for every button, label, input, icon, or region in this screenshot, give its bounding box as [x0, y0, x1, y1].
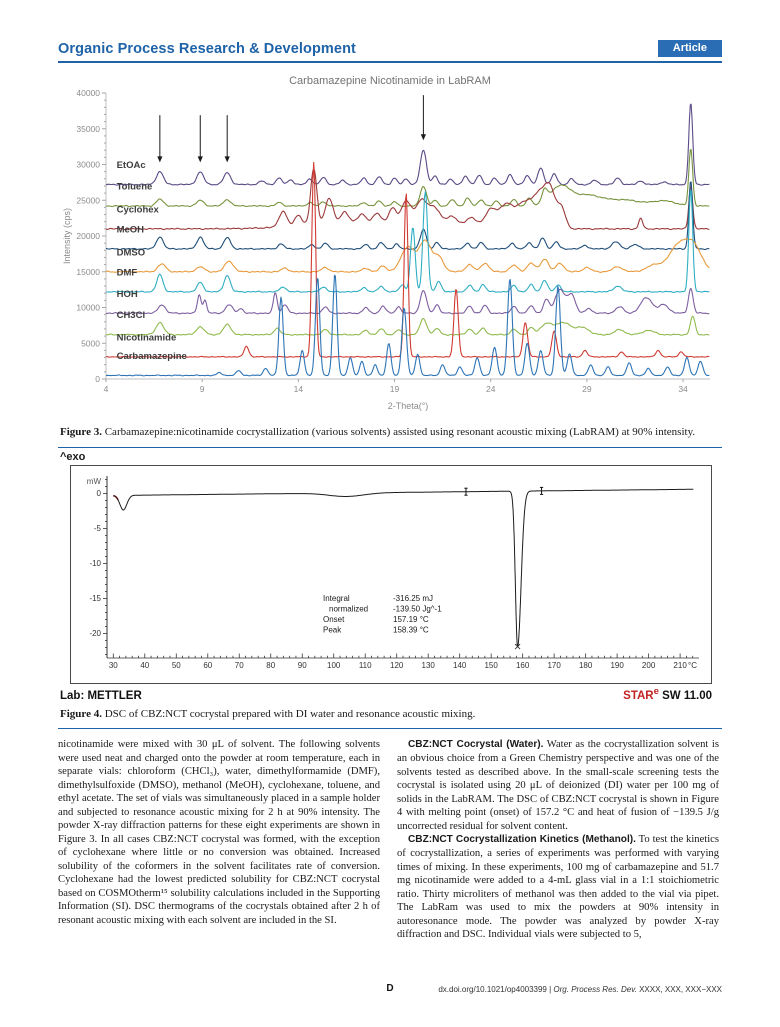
- figure3-caption-label: Figure 3.: [60, 426, 102, 438]
- svg-text:-10: -10: [89, 558, 101, 568]
- dsc-plot: [71, 466, 709, 678]
- svg-text:10000: 10000: [76, 302, 100, 313]
- star-brand: STAR: [623, 689, 654, 702]
- svg-text:Carbamazepine: Carbamazepine: [116, 350, 187, 362]
- left-column: [58, 738, 380, 941]
- svg-text:0: 0: [96, 488, 101, 498]
- svg-text:150: 150: [484, 660, 498, 670]
- svg-text:110: 110: [358, 660, 372, 670]
- svg-text:200: 200: [641, 660, 656, 670]
- svg-text:2-Theta(°): 2-Theta(°): [387, 401, 429, 411]
- svg-text:-5: -5: [93, 523, 101, 533]
- svg-text:40000: 40000: [76, 88, 100, 98]
- page-header: [58, 40, 722, 63]
- figure4-caption: [60, 708, 720, 722]
- svg-text:20000: 20000: [76, 231, 100, 241]
- svg-text:Toluene: Toluene: [116, 181, 153, 193]
- page-letter: D: [386, 983, 394, 994]
- figure3-caption: [60, 426, 720, 440]
- svg-text:180: 180: [578, 660, 593, 670]
- svg-text:-139.50 Jg^-1: -139.50 Jg^-1: [393, 604, 442, 614]
- svg-text:120: 120: [390, 660, 404, 670]
- svg-text:°C: °C: [688, 660, 697, 670]
- figure4-caption-text: DSC of CBZ:NCT cocrystal prepared with DI water and resonance acoustic mixing.: [101, 707, 476, 720]
- svg-text:DMSO: DMSO: [116, 247, 146, 259]
- body-section: [397, 738, 719, 833]
- svg-text:70: 70: [234, 660, 244, 670]
- svg-text:normalized: normalized: [329, 604, 369, 614]
- svg-text:160: 160: [515, 660, 530, 670]
- section-heading: CBZ:NCT Cocrystal (Water).: [408, 739, 544, 751]
- svg-text:5000: 5000: [81, 338, 100, 349]
- figure3-caption-text: Carbamazepine:nicotinamide cocrystallization (various solvents) assisted using resonant acoustic mixing (LabRAM) at 90% intensity.: [101, 426, 696, 438]
- svg-text:140: 140: [453, 660, 467, 670]
- svg-text:15000: 15000: [76, 266, 100, 277]
- section-text: To test the kinetics of cocrystallization, a series of experiments was performed with varying times of mixing. In these experiments, 100 mg of carbamazepine and 51.7 mg nicotinamide were added to a 4-mL glass vial in a 1:1 stoichiometric ratio. Thirty microliters of methanol was then added to the vial via pipet. The LabRam was used to mix the powders at 90% intensity in autoresonance mode. The powder was analyzed by powder X-ray diffraction and DSC. Individual vials were subjected to 5,: [397, 834, 720, 941]
- svg-text:40: 40: [140, 660, 150, 670]
- section-divider: [58, 447, 722, 448]
- svg-text:Onset: Onset: [323, 614, 345, 624]
- doi-suffix: XXXX, XXX, XXX−XXX: [636, 985, 722, 994]
- xrd-plot: [60, 71, 720, 415]
- svg-text:34: 34: [678, 384, 688, 394]
- svg-text:50: 50: [171, 660, 181, 670]
- svg-text:100: 100: [327, 660, 341, 670]
- doi-text: [438, 985, 722, 994]
- section-text: Water as the cocrystallization solvent is an obvious choice from a Green Chemistry perspective and was one of the solvents tested as described above. In the small-scale screening tests the cocrystal is isolated using 20 μL of deionized (DI) water per 100 mg of solids in the LabRAM. The DSC of CBZ:NCT cocrystal is shown in Figure 4 with melting point (onset) of 157.2 °C and heat of fusion of −139.5 J/g uncorrected residual for solvent content.: [397, 739, 719, 832]
- star-version: SW 11.00: [658, 689, 712, 702]
- journal-title: Organic Process Research & Development: [58, 41, 356, 57]
- svg-text:Carbamazepine Nicotinamide in: Carbamazepine Nicotinamide in LabRAM: [289, 75, 491, 87]
- svg-text:130: 130: [421, 660, 435, 670]
- svg-text:19: 19: [389, 384, 400, 394]
- svg-text:MeOH: MeOH: [116, 224, 145, 236]
- svg-text:Intensity (cps): Intensity (cps): [62, 207, 72, 265]
- svg-text:24: 24: [485, 384, 496, 394]
- body-section: [397, 833, 719, 941]
- svg-text:Cyclohex: Cyclohex: [116, 204, 159, 216]
- dsc-lab-label: Lab: METTLER: [60, 689, 142, 702]
- star-sup: e: [653, 685, 659, 697]
- svg-text:-316.25 mJ: -316.25 mJ: [393, 593, 434, 603]
- svg-text:mW: mW: [86, 476, 101, 486]
- svg-text:Integral: Integral: [323, 593, 350, 603]
- svg-text:210: 210: [673, 660, 687, 670]
- doi-prefix: dx.doi.org/10.1021/op4003399 |: [438, 985, 554, 994]
- svg-text:HOH: HOH: [116, 288, 138, 300]
- svg-text:170: 170: [547, 660, 561, 670]
- svg-text:60: 60: [203, 660, 213, 670]
- svg-text:80: 80: [266, 660, 276, 670]
- svg-text:90: 90: [297, 660, 307, 670]
- dsc-footer: [60, 686, 712, 702]
- svg-text:35000: 35000: [76, 123, 100, 134]
- figure3-chart: [58, 71, 722, 420]
- section-heading: CBZ:NCT Cocrystallization Kinetics (Methanol).: [408, 834, 636, 846]
- svg-text:30: 30: [108, 660, 118, 670]
- page-footer: [58, 983, 722, 997]
- svg-text:25000: 25000: [76, 195, 100, 206]
- svg-text:DMF: DMF: [116, 267, 138, 279]
- right-column: [397, 738, 719, 941]
- svg-text:9: 9: [199, 384, 205, 394]
- exo-label: ^exo: [60, 450, 86, 463]
- doi-journal: Org. Process Res. Dev.: [553, 985, 637, 994]
- figure4-caption-label: Figure 4.: [60, 707, 102, 720]
- svg-text:Nicotinamide: Nicotinamide: [116, 332, 177, 344]
- svg-text:CH3Cl: CH3Cl: [116, 310, 146, 322]
- svg-text:0: 0: [95, 374, 100, 384]
- svg-text:Peak: Peak: [323, 625, 342, 635]
- section-divider-2: [58, 728, 722, 729]
- svg-text:190: 190: [610, 660, 624, 670]
- svg-text:14: 14: [293, 384, 304, 394]
- article-badge: Article: [658, 40, 722, 57]
- svg-text:EtOAc: EtOAc: [116, 160, 146, 172]
- svg-text:158.39 °C: 158.39 °C: [393, 625, 429, 635]
- svg-text:4: 4: [103, 384, 109, 394]
- svg-text:30000: 30000: [76, 159, 100, 170]
- body-text: [58, 738, 722, 941]
- svg-text:-15: -15: [89, 593, 101, 603]
- dsc-software-label: [623, 686, 712, 702]
- svg-text:29: 29: [582, 384, 592, 394]
- body-paragraph: nicotinamide were mixed with 30 μL of solvent. The following solvents were used neat and charged onto the powder at room temperature, each in separate vials: chloroform (CHCl₃), water, dimethylformamide (DMF), dimethylsulfoxide (DMSO), methanol (MeOH), cyclohexane, toluene, and ethyl acetate. The set of vials was simultaneously placed in a sample holder and subjected to resonance acoustic mixing for 2 h at 90% intensity. The powder X-ray diffraction patterns for these eight experiments are shown in Figure 3. In all cases CBZ:NCT cocrystal was formed, with the exception of cyclohexane where little or no conversion was obtained. Increased solubility of the coformers in the solvent facilitates rate of conversion. Cyclohexane had the lowest predicted solubility for CBZ:NCT cocrystal based on COSMOtherm¹⁵ solubility calculations included in the Supporting Information (SI). DSC thermograms of the cocrystals obtained after 2 h of resonant acoustic mixing with each solvent are included in the SI.: [58, 739, 380, 926]
- svg-text:157.19 °C: 157.19 °C: [393, 614, 429, 624]
- figure4-chart: [70, 465, 712, 684]
- svg-text:-20: -20: [89, 628, 101, 638]
